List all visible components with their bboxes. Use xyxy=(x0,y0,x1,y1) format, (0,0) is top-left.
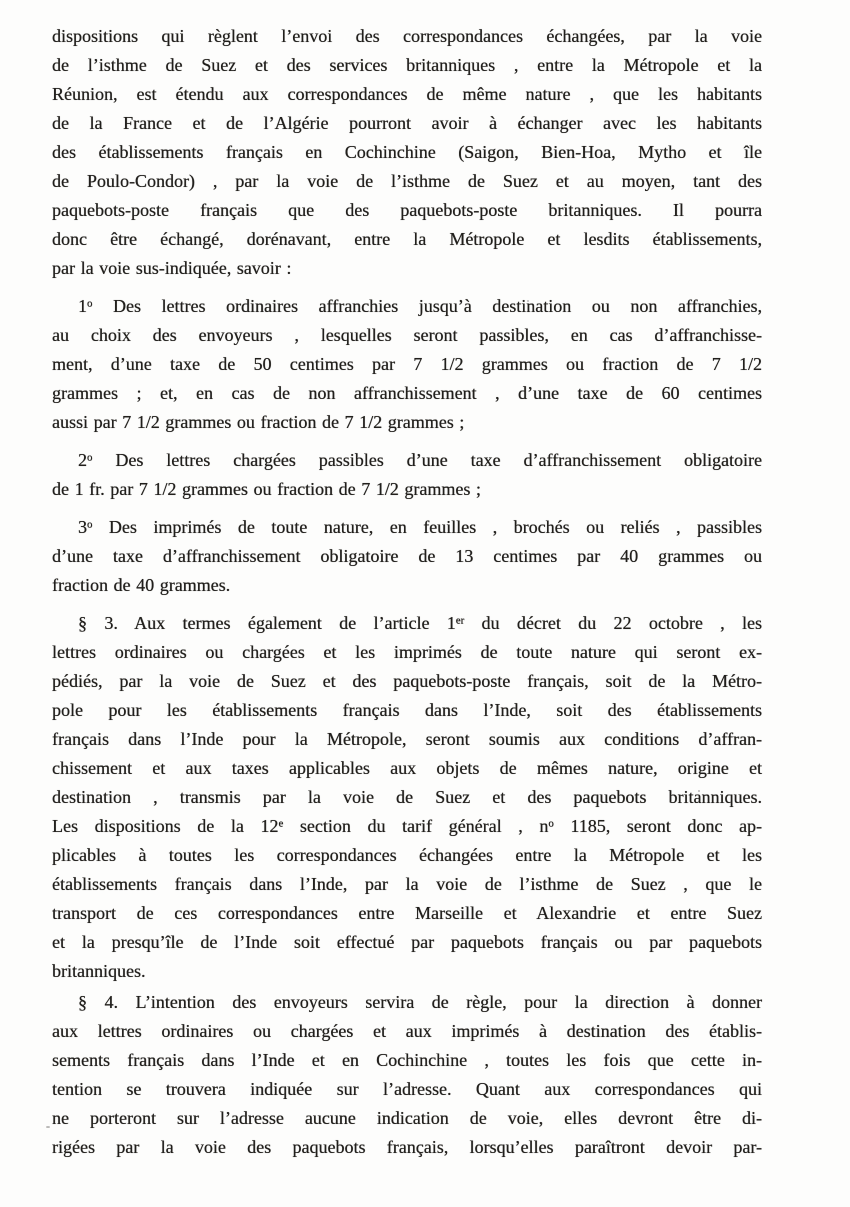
text-line: ne porteront sur l’adresse aucune indication de voie, elles devront être di- xyxy=(52,1108,762,1128)
text-line: 2$^o$ Des lettres chargées passibles d’une taxe d’affranchissement obligatoire xyxy=(78,450,762,470)
text-line: tention se trouvera indiquée sur l’adresse. Quant aux correspondances qui xyxy=(52,1079,762,1099)
text-line: transport de ces correspondances entre Marseille et Alexandrie et entre Suez xyxy=(52,903,762,923)
text-line: par la voie sus-indiquée, savoir : xyxy=(52,258,292,278)
text-line: 3$^o$ Des imprimés de toute nature, en feuilles , brochés ou reliés , passibles xyxy=(78,517,762,537)
paragraph-item-3 xyxy=(52,513,762,600)
text-line: grammes ; et, en cas de non affranchissement , d’une taxe de 60 centimes xyxy=(52,383,762,403)
text-line: Les dispositions de la 12e section du tarif général , $n^o$ 1185, seront donc ap- xyxy=(52,816,762,836)
scan-speck xyxy=(698,790,700,792)
scan-speck xyxy=(46,1126,50,1128)
text-line: dispositions qui règlent l’envoi des correspondances échangées, par la voie xyxy=(52,26,762,46)
document-text xyxy=(52,22,762,1162)
text-line: et la presqu’île de l’Inde soit effectué par paquebots français ou par paquebots xyxy=(52,932,762,952)
text-line: des établissements français en Cochinchine (Saigon, Bien-Hoa, Mytho et île xyxy=(52,142,762,162)
text-line: paquebots-poste français que des paquebots-poste britanniques. Il pourra xyxy=(52,200,762,220)
text-line: aux lettres ordinaires ou chargées et aux imprimés à destination des établis- xyxy=(52,1021,762,1041)
text-line: destination , transmis par la voie de Suez et des paquebots britanniques. xyxy=(52,787,762,807)
text-line: britanniques. xyxy=(52,961,146,981)
text-line: de l’isthme de Suez et des services britanniques , entre la Métropole et la xyxy=(52,55,762,75)
text-line: § 3. Aux termes également de l’article 1er du décret du 22 octobre , les xyxy=(78,613,762,633)
text-line: de Poulo-Condor) , par la voie de l’isthme de Suez et au moyen, tant des xyxy=(52,171,762,191)
text-line: § 4. L’intention des envoyeurs servira de règle, pour la direction à donner xyxy=(78,992,762,1012)
text-line: français dans l’Inde pour la Métropole, seront soumis aux conditions d’affran- xyxy=(52,729,762,749)
paragraph-continuation xyxy=(52,22,762,283)
text-line: pole pour les établissements français dans l’Inde, soit des établissements xyxy=(52,700,762,720)
paragraph-item-1 xyxy=(52,292,762,437)
scan-speck xyxy=(527,300,529,302)
scan-speck xyxy=(420,1152,423,1154)
text-line: aussi par 7 1/2 grammes ou fraction de 7 1/2 grammes ; xyxy=(52,412,465,432)
paragraph-section-4 xyxy=(52,988,762,1162)
text-line: sements français dans l’Inde et en Cochinchine , toutes les fois que cette in- xyxy=(52,1050,762,1070)
text-line: Réunion, est étendu aux correspondances de même nature , que les habitants xyxy=(52,84,762,104)
text-line: ment, d’une taxe de 50 centimes par 7 1/2 grammes ou fraction de 7 1/2 xyxy=(52,354,762,374)
text-line: donc être échangé, dorénavant, entre la Métropole et lesdits établissements, xyxy=(52,229,762,249)
text-line: de 1 fr. par 7 1/2 grammes ou fraction de 7 1/2 grammes ; xyxy=(52,479,481,499)
text-line: d’une taxe d’affranchissement obligatoire de 13 centimes par 40 grammes ou xyxy=(52,546,762,566)
text-line: pédiés, par la voie de Suez et des paquebots-poste français, soit de la Métro- xyxy=(52,671,762,691)
text-line: établissements français dans l’Inde, par la voie de l’isthme de Suez , que le xyxy=(52,874,762,894)
text-line: 1$^o$ Des lettres ordinaires affranchies jusqu’à destination ou non affranchies, xyxy=(78,296,762,316)
text-line: au choix des envoyeurs , lesquelles seront passibles, en cas d’affranchisse- xyxy=(52,325,762,345)
text-line: de la France et de l’Algérie pourront avoir à échanger avec les habitants xyxy=(52,113,762,133)
text-line: plicables à toutes les correspondances échangées entre la Métropole et les xyxy=(52,845,762,865)
text-line: rigées par la voie des paquebots français, lorsqu’elles paraîtront devoir par- xyxy=(52,1137,762,1157)
paragraph-section-3 xyxy=(52,609,762,986)
text-line: lettres ordinaires ou chargées et les imprimés de toute nature qui seront ex- xyxy=(52,642,762,662)
text-line: fraction de 40 grammes. xyxy=(52,575,231,595)
paragraph-item-2 xyxy=(52,446,762,504)
text-line: chissement et aux taxes applicables aux objets de mêmes nature, origine et xyxy=(52,758,762,778)
